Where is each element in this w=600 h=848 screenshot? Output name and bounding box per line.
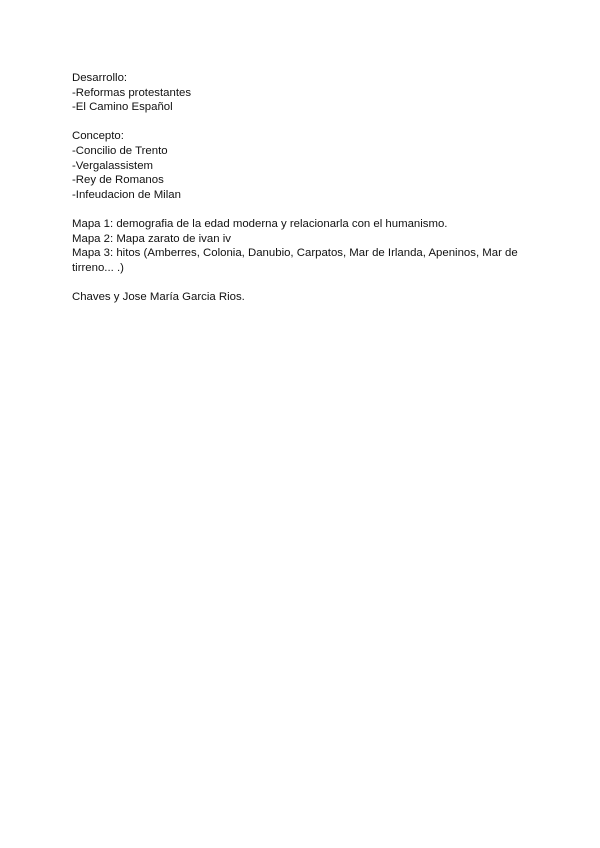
desarrollo-item: -El Camino Español bbox=[72, 101, 173, 114]
document-body bbox=[72, 71, 532, 319]
signature-text: Chaves y Jose María Garcia Rios. bbox=[72, 290, 245, 303]
desarrollo-heading: Desarrollo: bbox=[72, 72, 128, 84]
mapa-item: Mapa 2: Mapa zarato de ivan iv bbox=[72, 232, 231, 245]
concepto-item: -Rey de Romanos bbox=[72, 174, 164, 187]
desarrollo-section bbox=[72, 71, 532, 115]
concepto-section bbox=[72, 129, 532, 202]
signature-section bbox=[72, 290, 532, 305]
concepto-item: -Infeudacion de Milan bbox=[72, 188, 181, 201]
desarrollo-item: -Reformas protestantes bbox=[72, 86, 192, 99]
concepto-item: -Concilio de Trento bbox=[72, 144, 168, 157]
mapas-section bbox=[72, 217, 532, 275]
mapa-item: Mapa 1: demografia de la edad moderna y relacionarla con el humanismo. bbox=[72, 217, 448, 230]
concepto-heading: Concepto: bbox=[72, 130, 124, 143]
concepto-item: -Vergalassistem bbox=[72, 159, 154, 172]
mapa-item: Mapa 3: hitos (Amberres, Colonia, Danubio, Carpatos, Mar de Irlanda, Apeninos, Mar de tirreno... .) bbox=[72, 247, 521, 274]
